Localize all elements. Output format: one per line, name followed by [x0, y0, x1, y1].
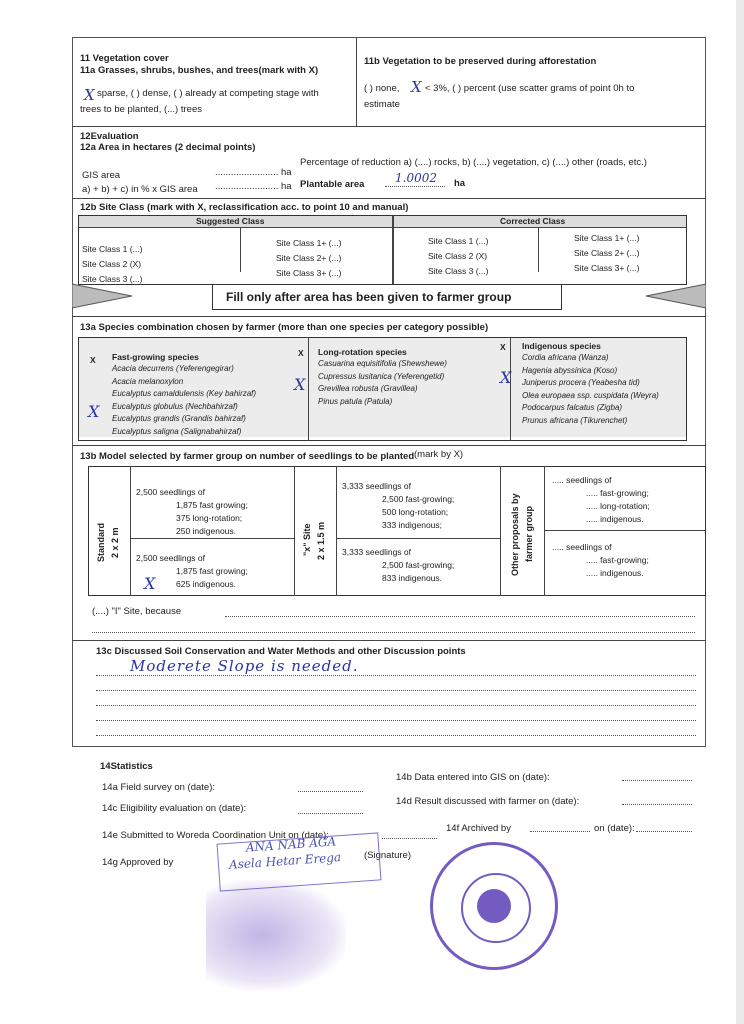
- xsite-dim: 2 x 1.5 m: [316, 521, 326, 560]
- banner-text: Fill only after area has been given to farmer group: [226, 290, 512, 304]
- long-species-1: Casuarina equisitifolia (Shewshewe): [318, 359, 447, 368]
- fast-species-4: Eucalyptus globulus (Nechbahirzaf): [112, 401, 238, 411]
- s11a-option-line1: sparse, ( ) dense, ( ) already at competing stage with: [97, 88, 319, 99]
- s13c-handwriting: Moderete Slope is needed.: [130, 657, 359, 675]
- s11b-option-none: ( ) none,: [364, 83, 400, 94]
- cc2-plus: Site Class 2+ (...): [574, 248, 640, 258]
- fast-species-6: Eucalyptus saligna (Salignabahirzaf): [112, 426, 242, 436]
- indig-species-5: Podocarpus falcatus (Zigba): [522, 403, 623, 412]
- x-col-1: X: [90, 355, 96, 365]
- s14e: 14e Submitted to Woreda Coordination Unit on (date):: [102, 830, 329, 841]
- s13b-title: 13b Model selected by farmer group on number of seedlings to be planted: [80, 451, 415, 462]
- long-species-3: Grevillea robusta (Gravillea): [318, 384, 418, 393]
- fast-species-5: Eucalyptus grandis (Grandis bahirzaf): [112, 414, 246, 423]
- purple-smudge: [206, 880, 346, 990]
- f1: ..... seedlings of: [552, 542, 612, 552]
- s14-title: 14Statistics: [100, 761, 153, 772]
- s14a: 14a Field survey on (date):: [102, 782, 216, 793]
- cc2: Site Class 2 (X): [428, 251, 488, 261]
- indig-mark: X: [500, 368, 512, 387]
- long-header: Long-rotation species: [318, 347, 407, 357]
- s14b: 14b Data entered into GIS on (date):: [396, 772, 550, 783]
- b2: 1,875 fast growing;: [176, 566, 248, 576]
- gis-area-label: GIS area: [82, 170, 121, 181]
- long-mark: X: [294, 375, 306, 394]
- b-mark: X: [144, 574, 156, 593]
- sc2-plus: Site Class 2+ (...): [276, 253, 342, 263]
- sc1: Site Class 1 (...): [82, 244, 143, 254]
- s13b-title-tail: (mark by X): [414, 449, 464, 460]
- s14f-date: on (date):: [594, 823, 635, 834]
- plantable-area-value: 1.0002: [395, 171, 437, 185]
- cc1: Site Class 1 (...): [428, 236, 489, 246]
- other-label: Other proposals by: [510, 493, 520, 576]
- d1: 3,333 seedlings of: [342, 547, 411, 557]
- s13c-title: 13c Discussed Soil Conservation and Water Methods and other Discussion points: [96, 646, 466, 657]
- standard-dim: 2 x 2 m: [110, 527, 120, 558]
- a3: 375 long-rotation;: [176, 513, 243, 523]
- e4: ..... indigenous.: [586, 514, 644, 524]
- formula-value: ........................ ha: [215, 181, 292, 192]
- stamp-line-amharic: ANA NAB AGA: [245, 834, 337, 855]
- b1: 2,500 seedlings of: [136, 553, 205, 563]
- x-col-2: X: [298, 348, 304, 358]
- round-seal: [430, 842, 558, 970]
- e3: ..... long-rotation;: [586, 501, 650, 511]
- s11-title: 11 Vegetation cover: [80, 53, 169, 64]
- plantable-area-unit: ha: [454, 178, 466, 189]
- plantable-area-label: Plantable area: [300, 179, 365, 190]
- long-species-4: Pinus patula (Patula): [318, 396, 393, 406]
- stamp-line-name: Asela Hetar Erega: [228, 850, 342, 872]
- indig-species-4: Olea europaea ssp. cuspidata (Weyra): [522, 390, 659, 400]
- cc3-plus: Site Class 3+ (...): [574, 263, 640, 273]
- indig-species-1: Cordia africana (Wanza): [522, 353, 609, 362]
- s11a-subtitle: 11a Grasses, shrubs, bushes, and trees(mark with X): [80, 65, 319, 76]
- s11b-option-estimate: estimate: [364, 99, 400, 110]
- indig-species-3: Juniperus procera (Yeabesha tid): [522, 378, 640, 387]
- cc1-plus: Site Class 1+ (...): [574, 233, 640, 243]
- s12-title: 12Evaluation: [80, 131, 139, 142]
- reduction-percentage: Percentage of reduction a) (....) rocks, b) (....) vegetation, c) (....) other (roads, etc.): [300, 157, 647, 168]
- indig-species-6: Prunus africana (Tikurenchet): [522, 415, 628, 425]
- other-label-2: farmer group: [524, 505, 534, 562]
- e1: ..... seedlings of: [552, 475, 612, 485]
- sc2: Site Class 2 (X): [82, 259, 142, 269]
- cc3: Site Class 3 (...): [428, 266, 489, 276]
- s11b-mark: X: [411, 78, 422, 96]
- suggested-class-header: Suggested Class: [196, 216, 265, 226]
- site-because: (....) "I" Site, because: [92, 606, 182, 617]
- sc3-plus: Site Class 3+ (...): [276, 268, 342, 278]
- signature-label: (Signature): [364, 850, 411, 861]
- fast-mark: X: [88, 402, 100, 421]
- s14g: 14g Approved by: [102, 857, 174, 868]
- c1: 3,333 seedlings of: [342, 481, 411, 491]
- s12b-title: 12b Site Class (mark with X, reclassification acc. to point 10 and manual): [80, 202, 409, 213]
- a1: 2,500 seedlings of: [136, 487, 205, 497]
- s14c: 14c Eligibility evaluation on (date):: [102, 803, 247, 814]
- corrected-class-header: Corrected Class: [500, 216, 566, 226]
- fast-header: Fast-growing species: [112, 352, 199, 362]
- standard-label: Standard: [96, 522, 106, 562]
- page-edge-shadow: [736, 0, 744, 1024]
- c4: 333 indigenous;: [382, 520, 443, 530]
- s11a-mark: X: [84, 86, 95, 104]
- indig-header: Indigenous species: [522, 341, 601, 351]
- fast-species-3: Eucalyptus camaldulensis (Key bahirzaf): [112, 389, 257, 398]
- e2: ..... fast-growing;: [586, 488, 649, 498]
- s11b-title: 11b Vegetation to be preserved during afforestation: [364, 56, 597, 67]
- f2: ..... fast-growing;: [586, 555, 649, 565]
- xsite-label: "x" Site: [302, 523, 312, 556]
- fast-species-1: Acacia decurrens (Yeferengegirar): [112, 364, 234, 373]
- s11a-option-line2: trees to be planted, (...) trees: [80, 104, 202, 115]
- s14f: 14f Archived by: [446, 823, 511, 834]
- long-species-2: Cupressus lusitanica (Yeferengetid): [318, 371, 445, 381]
- s14d: 14d Result discussed with farmer on (date):: [396, 796, 580, 807]
- f3: ..... indigenous.: [586, 568, 644, 578]
- c2: 2,500 fast-growing;: [382, 494, 455, 504]
- a4: 250 indigenous.: [176, 526, 237, 536]
- indig-species-2: Hagenia abyssinica (Koso): [522, 365, 618, 375]
- formula-label: a) + b) + c) in % x GIS area: [82, 184, 198, 195]
- s12a-subtitle: 12a Area in hectares (2 decimal points): [80, 142, 256, 153]
- gis-area-value: ........................ ha: [215, 167, 292, 178]
- a2: 1,875 fast growing;: [176, 500, 248, 510]
- fast-species-2: Acacia melanoxylon: [112, 376, 184, 386]
- d2: 2,500 fast-growing;: [382, 560, 455, 570]
- sc3: Site Class 3 (...): [82, 274, 143, 284]
- s13a-title: 13a Species combination chosen by farmer (more than one species per category possible): [80, 322, 489, 333]
- sc1-plus: Site Class 1+ (...): [276, 238, 342, 248]
- b3: 625 indigenous.: [176, 579, 237, 589]
- d3: 833 indigenous.: [382, 573, 443, 583]
- x-col-3: X: [500, 342, 506, 352]
- s11b-option-rest: < 3%, ( ) percent (use scatter grams of point 0h to: [425, 83, 635, 94]
- c3: 500 long-rotation;: [382, 507, 449, 517]
